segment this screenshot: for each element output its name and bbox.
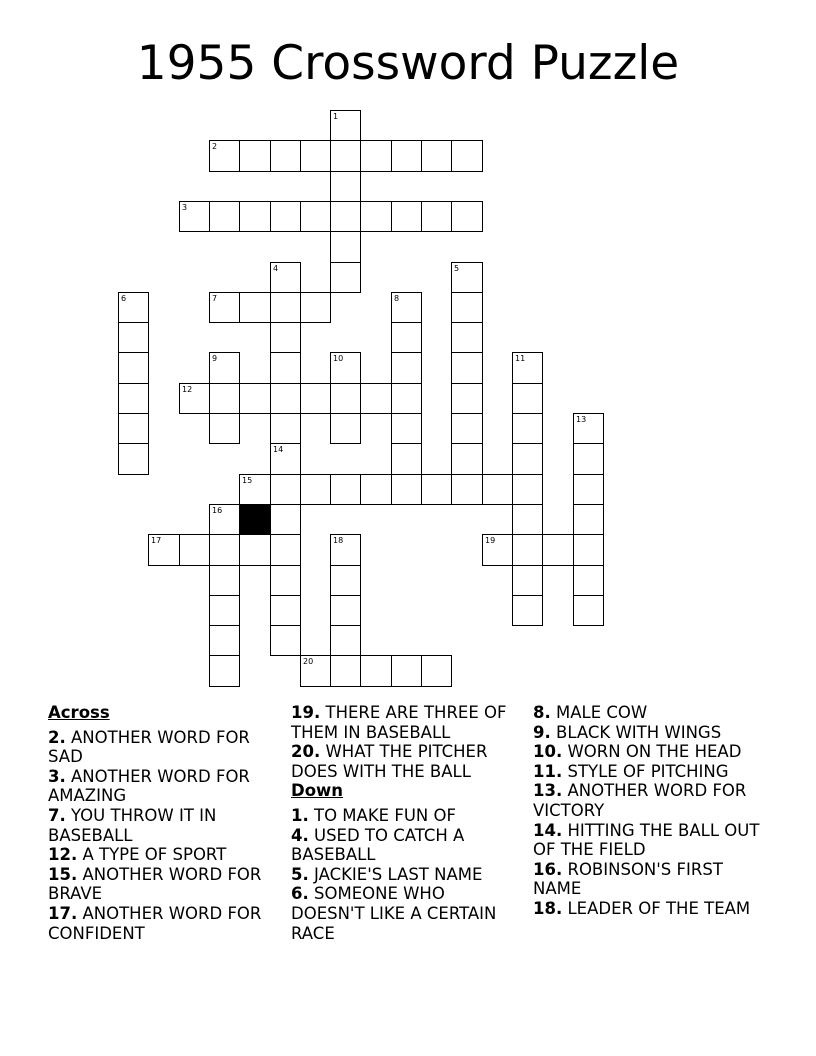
grid-cell[interactable] <box>482 474 513 505</box>
grid-cell[interactable] <box>542 534 574 566</box>
grid-cell[interactable] <box>451 443 483 475</box>
down-clue-5: 5. JACKIE'S LAST NAME <box>291 864 483 884</box>
grid-cell[interactable] <box>330 413 361 444</box>
cell-number: 8 <box>394 294 400 303</box>
clues-column-2 <box>291 703 523 943</box>
grid-cell[interactable] <box>209 504 240 535</box>
grid-cell[interactable] <box>209 201 240 232</box>
grid-cell[interactable] <box>421 474 452 505</box>
grid-cell[interactable] <box>451 413 483 444</box>
down-clue-11: 11. STYLE OF PITCHING <box>533 761 729 781</box>
down-clue-18: 18. LEADER OF THE TEAM <box>533 898 751 918</box>
grid-cell[interactable] <box>421 655 452 687</box>
grid-cell[interactable] <box>179 383 210 414</box>
grid-cell[interactable] <box>239 383 271 414</box>
cell-number: 10 <box>333 354 344 363</box>
grid-cell[interactable] <box>573 504 604 535</box>
grid-cell[interactable] <box>330 110 361 141</box>
across-clue-17: 17. ANOTHER WORD FOR CONFIDENT <box>48 903 262 943</box>
grid-cell[interactable] <box>209 595 240 626</box>
grid-cell[interactable] <box>270 322 301 353</box>
grid-cell[interactable] <box>451 140 483 172</box>
clues-column-1 <box>48 703 280 943</box>
grid-cell[interactable] <box>512 352 543 384</box>
grid-cell[interactable] <box>360 474 392 505</box>
grid-cell[interactable] <box>118 352 149 384</box>
cell-number: 7 <box>212 294 218 303</box>
down-clue-4: 4. USED TO CATCH A BASEBALL <box>291 825 465 865</box>
grid-cell[interactable] <box>118 383 149 414</box>
cell-number: 18 <box>333 536 344 545</box>
grid-cell[interactable] <box>512 474 543 505</box>
grid-cell[interactable] <box>421 140 452 172</box>
grid-cell[interactable] <box>360 140 392 172</box>
grid-cell[interactable] <box>270 262 301 293</box>
cell-number: 9 <box>212 354 218 363</box>
grid-cell[interactable] <box>239 534 271 566</box>
across-clue-20: 20. WHAT THE PITCHER DOES WITH THE BALL <box>291 742 488 781</box>
across-clue-15: 15. ANOTHER WORD FOR BRAVE <box>48 864 262 904</box>
grid-cell[interactable] <box>573 443 604 475</box>
grid-cell[interactable] <box>360 201 392 232</box>
grid-cell[interactable] <box>118 292 149 323</box>
down-clue-10: 10. WORN ON THE HEAD <box>533 742 742 762</box>
grid-cell[interactable] <box>300 201 331 232</box>
cell-number: 14 <box>273 445 284 454</box>
grid-cell[interactable] <box>512 504 543 535</box>
grid-cell[interactable] <box>118 443 149 475</box>
grid-cell[interactable] <box>300 140 331 172</box>
grid-cell[interactable] <box>360 655 392 687</box>
grid-cell[interactable] <box>270 292 301 323</box>
grid-cell[interactable] <box>239 292 271 323</box>
cell-number: 4 <box>273 264 279 273</box>
grid-cell[interactable] <box>391 201 422 232</box>
grid-cell[interactable] <box>270 383 301 414</box>
grid-cell[interactable] <box>270 565 301 596</box>
across-clue-7: 7. YOU THROW IT IN BASEBALL <box>48 805 217 845</box>
grid-cell[interactable] <box>482 534 513 566</box>
grid-cell[interactable] <box>209 534 240 566</box>
grid-cell[interactable] <box>270 352 301 384</box>
grid-cell[interactable] <box>209 625 240 656</box>
across-clue-3: 3. ANOTHER WORD FOR AMAZING <box>48 766 250 806</box>
grid-cell[interactable] <box>209 565 240 596</box>
grid-cell[interactable] <box>330 262 361 293</box>
grid-cell[interactable] <box>330 231 361 263</box>
grid-cell[interactable] <box>451 322 483 353</box>
grid-cell[interactable] <box>451 201 483 232</box>
down-clue-14: 14. HITTING THE BALL OUT OF THE FIELD <box>533 820 760 860</box>
cell-number: 17 <box>151 536 162 545</box>
black-square <box>239 504 271 535</box>
cell-number: 5 <box>454 264 460 273</box>
grid-cell[interactable] <box>391 413 422 444</box>
across-heading: Across <box>48 703 110 722</box>
cell-number: 11 <box>515 354 526 363</box>
cell-number: 20 <box>303 657 314 666</box>
grid-cell[interactable] <box>330 565 361 596</box>
across-clue-19: 19. THERE ARE THREE OF THEM IN BASEBALL <box>291 703 507 742</box>
grid-cell[interactable] <box>512 565 543 596</box>
grid-cell[interactable] <box>179 201 210 232</box>
across-clue-2: 2. ANOTHER WORD FOR SAD <box>48 727 250 767</box>
grid-cell[interactable] <box>391 443 422 475</box>
puzzle-title: 1955 Crossword Puzzle <box>136 36 680 91</box>
grid-cell[interactable] <box>451 292 483 323</box>
grid-cell[interactable] <box>148 534 180 566</box>
down-clue-9: 9. BLACK WITH WINGS <box>533 722 722 742</box>
clues-column-3 <box>533 703 773 919</box>
grid-cell[interactable] <box>300 655 331 687</box>
grid-cell[interactable] <box>512 534 543 566</box>
grid-cell[interactable] <box>391 383 422 414</box>
grid-cell[interactable] <box>300 474 331 505</box>
grid-cell[interactable] <box>270 443 301 475</box>
cell-number: 15 <box>242 476 253 485</box>
grid-cell[interactable] <box>209 352 240 384</box>
grid-cell[interactable] <box>512 413 543 444</box>
grid-cell[interactable] <box>270 474 301 505</box>
grid-cell[interactable] <box>209 292 240 323</box>
grid-cell[interactable] <box>391 140 422 172</box>
grid-cell[interactable] <box>391 292 422 323</box>
grid-cell[interactable] <box>330 140 361 172</box>
grid-cell[interactable] <box>330 171 361 202</box>
grid-cell[interactable] <box>209 140 240 172</box>
grid-cell[interactable] <box>512 383 543 414</box>
grid-cell[interactable] <box>270 625 301 656</box>
cell-number: 12 <box>182 385 193 394</box>
grid-cell[interactable] <box>330 201 361 232</box>
grid-cell[interactable] <box>209 383 240 414</box>
down-clue-1: 1. TO MAKE FUN OF <box>291 805 456 825</box>
grid-cell[interactable] <box>330 352 361 384</box>
grid-cell[interactable] <box>300 383 331 414</box>
grid-cell[interactable] <box>421 201 452 232</box>
grid-cell[interactable] <box>330 534 361 566</box>
grid-cell[interactable] <box>300 292 331 323</box>
grid-cell[interactable] <box>451 474 483 505</box>
grid-cell[interactable] <box>239 474 271 505</box>
cell-number: 13 <box>576 415 587 424</box>
grid-cell[interactable] <box>330 625 361 656</box>
down-clue-16: 16. ROBINSON'S FIRST NAME <box>533 859 723 899</box>
cell-number: 1 <box>333 112 339 121</box>
grid-cell[interactable] <box>451 352 483 384</box>
grid-cell[interactable] <box>512 443 543 475</box>
grid-cell[interactable] <box>360 383 392 414</box>
grid-cell[interactable] <box>573 413 604 444</box>
grid-cell[interactable] <box>270 140 301 172</box>
down-clue-13: 13. ANOTHER WORD FOR VICTORY <box>533 781 747 820</box>
grid-cell[interactable] <box>270 534 301 566</box>
grid-cell[interactable] <box>573 565 604 596</box>
down-clue-6: 6. SOMEONE WHO DOESN'T LIKE A CERTAIN RACE <box>291 884 497 943</box>
grid-cell[interactable] <box>118 413 149 444</box>
grid-cell[interactable] <box>391 474 422 505</box>
grid-cell[interactable] <box>573 474 604 505</box>
grid-cell[interactable] <box>573 595 604 626</box>
grid-cell[interactable] <box>270 504 301 535</box>
grid-cell[interactable] <box>179 534 210 566</box>
grid-cell[interactable] <box>451 383 483 414</box>
grid-cell[interactable] <box>330 383 361 414</box>
grid-cell[interactable] <box>573 534 604 566</box>
cell-number: 2 <box>212 142 218 151</box>
grid-cell[interactable] <box>512 595 543 626</box>
cell-number: 3 <box>182 203 188 212</box>
grid-cell[interactable] <box>209 413 240 444</box>
down-clue-8: 8. MALE COW <box>533 703 648 722</box>
grid-cell[interactable] <box>330 474 361 505</box>
grid-cell[interactable] <box>391 352 422 384</box>
cell-number: 16 <box>212 506 223 515</box>
grid-cell[interactable] <box>451 262 483 293</box>
grid-cell[interactable] <box>270 595 301 626</box>
grid-cell[interactable] <box>270 413 301 444</box>
grid-cell[interactable] <box>239 201 271 232</box>
grid-cell[interactable] <box>391 655 422 687</box>
grid-cell[interactable] <box>239 140 271 172</box>
down-heading: Down <box>291 781 344 801</box>
across-clue-12: 12. A TYPE OF SPORT <box>48 845 227 865</box>
cell-number: 6 <box>121 294 127 303</box>
grid-cell[interactable] <box>391 322 422 353</box>
grid-cell[interactable] <box>118 322 149 353</box>
cell-number: 19 <box>485 536 496 545</box>
grid-cell[interactable] <box>330 595 361 626</box>
grid-cell[interactable] <box>270 201 301 232</box>
grid-cell[interactable] <box>209 655 240 687</box>
grid-cell[interactable] <box>330 655 361 687</box>
